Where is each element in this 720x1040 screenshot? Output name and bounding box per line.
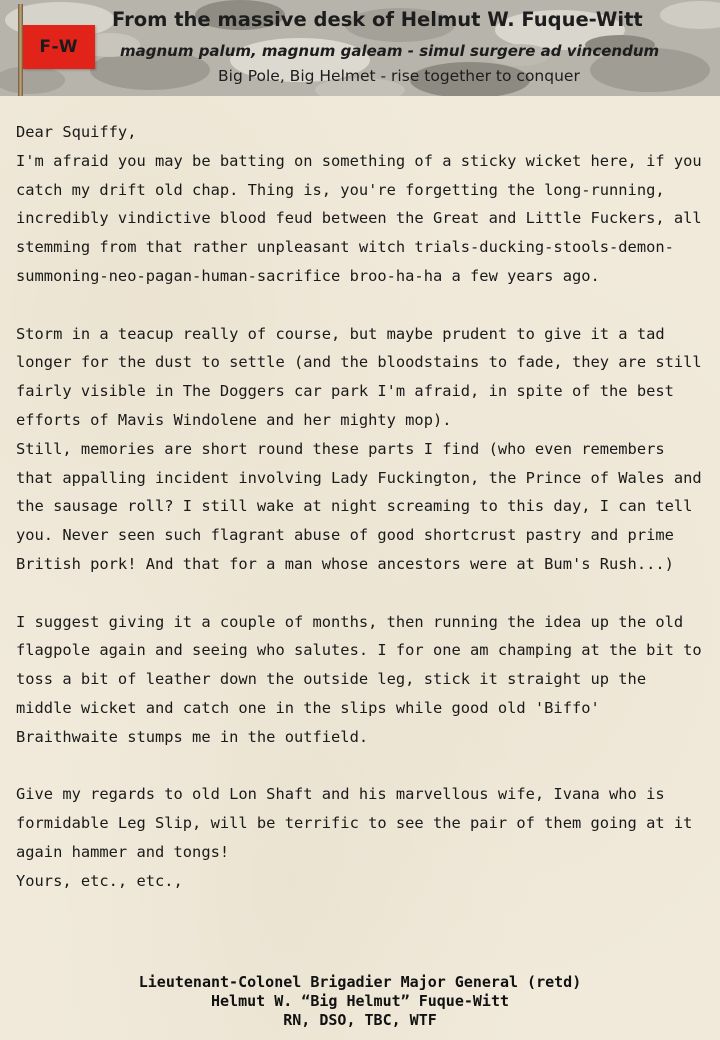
paragraph-4: I suggest giving it a couple of months, then running the idea up the old flagpole again and seeing who salutes. I for one am champing at the bit to toss a bit of leather down the outside leg, stick it straight up the middle wicket and catch one in the slips while good old 'Biffo' Braithwaite stumps me in the outfield. xyxy=(16,612,702,746)
signature-honours: RN, DSO, TBC, WTF xyxy=(283,1011,437,1029)
letter-body xyxy=(16,118,708,896)
paragraph-1: I'm afraid you may be batting on something of a sticky wicket here, if you catch my drift old chap. Thing is, you're forgetting the long-running, incredibly vindictive blood feud between the Great and Little Fuckers, all stemming from that rather unpleasant witch trials-ducking-stools-demon-summoning-neo-pagan-human-sacrifice broo-ha-ha a few years ago. xyxy=(16,151,702,285)
red-flag-logo xyxy=(23,25,95,69)
flag-initials: F-W xyxy=(39,37,79,57)
motto-english: Big Pole, Big Helmet - rise together to conquer xyxy=(218,67,580,85)
signature-rank: Lieutenant-Colonel Brigadier Major General (retd) xyxy=(138,973,582,991)
closing: Yours, etc., etc., xyxy=(16,871,183,890)
signature-block xyxy=(0,973,720,1030)
paragraph-2: Storm in a teacup really of course, but maybe prudent to give it a tad longer for the dust to settle (and the bloodstains to fade, they are still fairly visible in The Doggers car park I'm afraid, in spite of the best efforts of Mavis Windolene and her mighty mop). xyxy=(16,324,702,429)
paragraph-5: Give my regards to old Lon Shaft and his marvellous wife, Ivana who is formidable Leg Slip, will be terrific to see the pair of them going at it again hammer and tongs! xyxy=(16,785,693,861)
letterhead xyxy=(0,0,720,96)
signature-name: Helmut W. “Big Helmut” Fuque-Witt xyxy=(210,992,509,1010)
motto-latin: magnum palum, magnum galeam - simul surgere ad vincendum xyxy=(120,42,660,60)
paragraph-3: Still, memories are short round these parts I find (who even remembers that appalling incident involving Lady Fuckington, the Prince of Wales and the sausage roll? I still wake at night screaming to this day, I can tell you. Never seen such flagrant abuse of good shortcrust pastry and prime British pork! And that for a man whose ancestors were at Bum's Rush...) xyxy=(16,439,702,573)
salutation: Dear Squiffy, xyxy=(16,123,137,141)
letterhead-title: From the massive desk of Helmut W. Fuque-Witt xyxy=(112,8,643,31)
